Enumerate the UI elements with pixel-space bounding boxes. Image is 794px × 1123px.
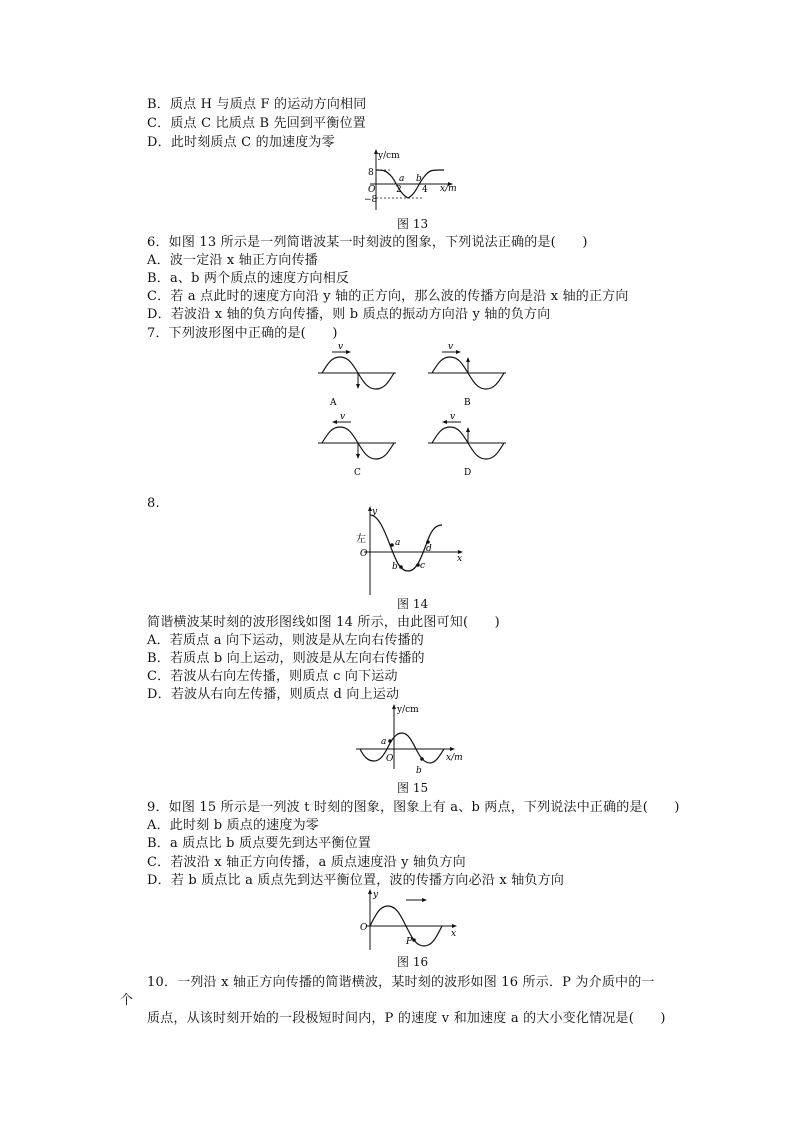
q7-label-a: A: [330, 398, 337, 408]
fig15-y-label: y/cm: [397, 705, 419, 715]
fig13-tick-2: 2: [396, 185, 402, 195]
q10-line-1: 10．一列沿 x 轴正方向传播的简谐横波，某时刻的波形如图 16 所示．P 为介质中的一: [147, 975, 655, 990]
fig15-label-a: a: [381, 737, 387, 747]
figure-13: [350, 148, 470, 212]
q5-option-d: D．此时刻质点 C 的加速度为零: [147, 135, 335, 150]
fig15-wave: [360, 733, 444, 763]
q5-option-b: B．质点 H 与质点 F 的运动方向相同: [147, 97, 367, 112]
q8-number: 8.: [147, 496, 160, 511]
fig15-caption: 图 15: [397, 781, 429, 795]
fig14-y-label: y: [372, 507, 378, 517]
q9-option-d: D．若 b 质点比 a 质点先到达平衡位置，波的传播方向必沿 x 轴负方向: [147, 873, 565, 888]
fig13-origin: O: [368, 185, 376, 195]
fig13-tick-4: 4: [422, 185, 428, 195]
q9-option-a: A．此时刻 b 质点的速度为零: [147, 818, 319, 833]
q9-option-c: C．若波沿 x 轴正方向传播，a 质点速度沿 y 轴负方向: [147, 855, 466, 870]
fig16-caption: 图 16: [397, 955, 429, 969]
q8-option-d: D．若波从右向左传播，则质点 d 向上运动: [147, 687, 400, 702]
fig14-origin: O: [360, 549, 368, 559]
fig13-label-a: a: [399, 174, 405, 184]
q9-stem: 9．如图 15 所示是一列波 t 时刻的图象，图象上有 a、b 两点，下列说法中正确的是( ): [147, 800, 680, 815]
q7-figure-b: [428, 343, 508, 409]
q7-figure-c: [318, 413, 398, 479]
fig14-label-d: d: [426, 544, 432, 554]
q8-option-b: B．若质点 b 向上运动，则波是从左向右传播的: [147, 651, 425, 666]
q7-label-b: B: [464, 398, 471, 408]
svg-text:v: v: [448, 342, 454, 352]
fig14-label-b: b: [392, 562, 398, 572]
figure-15: [350, 703, 480, 779]
q5-option-c: C．质点 C 比质点 B 先回到平衡位置: [147, 116, 366, 131]
q7-figure-d: [428, 413, 508, 479]
figure-16: [350, 888, 470, 952]
q6-option-a: A．波一定沿 x 轴正方向传播: [147, 253, 318, 268]
q7-figure-a: [318, 343, 398, 409]
fig14-label-a: a: [395, 538, 401, 548]
q6-option-d: D．若波沿 x 轴的负方向传播，则 b 质点的振动方向沿 y 轴的负方向: [147, 307, 551, 322]
svg-text:v: v: [338, 342, 344, 352]
fig13-tick-8: 8: [368, 168, 374, 178]
fig14-caption: 图 14: [397, 597, 429, 611]
fig13-x-label: x/m: [440, 184, 457, 194]
q10-line-2: 质点，从该时刻开始的一段极短时间内，P 的速度 v 和加速度 a 的大小变化情况是( ): [147, 1011, 666, 1026]
fig14-wave: [370, 515, 442, 571]
svg-text:v: v: [340, 412, 346, 422]
q8-option-c: C．若波从右向左传播，则质点 c 向下运动: [147, 669, 398, 684]
fig13-label-b: b: [416, 174, 422, 184]
fig14-left-label: 左: [356, 534, 366, 545]
fig15-origin: O: [386, 754, 394, 764]
q7-label-d: D: [464, 468, 472, 478]
fig16-label-p: P: [406, 937, 413, 947]
fig15-label-b: b: [416, 766, 422, 776]
q8-option-a: A．若质点 a 向下运动，则波是从左向右传播的: [147, 633, 425, 648]
fig15-x-label: x/m: [446, 753, 463, 763]
fig16-origin: O: [360, 923, 368, 933]
q6-option-c: C．若 a 点此时的速度方向沿 y 轴的正方向，那么波的传播方向是沿 x 轴的正方向: [147, 289, 629, 304]
fig16-x-label: x: [451, 929, 457, 939]
fig13-tick-neg8: −8: [364, 195, 378, 205]
q6-stem: 6．如图 13 所示是一列简谐波某一时刻波的图象，下列说法正确的是( ): [147, 235, 588, 250]
q9-option-b: B．a 质点比 b 质点要先到达平衡位置: [147, 836, 372, 851]
q8-stem: 简谐横波某时刻的波形图线如图 14 所示，由此图可知( ): [147, 615, 500, 630]
svg-text:v: v: [450, 412, 456, 422]
q6-option-b: B．a、b 两个质点的速度方向相反: [147, 271, 350, 286]
q7-label-c: C: [354, 468, 361, 478]
fig16-y-label: y: [373, 890, 379, 900]
fig13-caption: 图 13: [397, 217, 429, 231]
fig13-y-label: y/cm: [378, 151, 400, 161]
fig14-label-c: c: [420, 561, 426, 571]
q10-overflow-char: 个: [120, 993, 134, 1008]
figure-14: [350, 505, 470, 597]
q7-stem: 7．下列波形图中正确的是( ): [147, 326, 338, 341]
fig14-x-label: x: [457, 554, 463, 564]
